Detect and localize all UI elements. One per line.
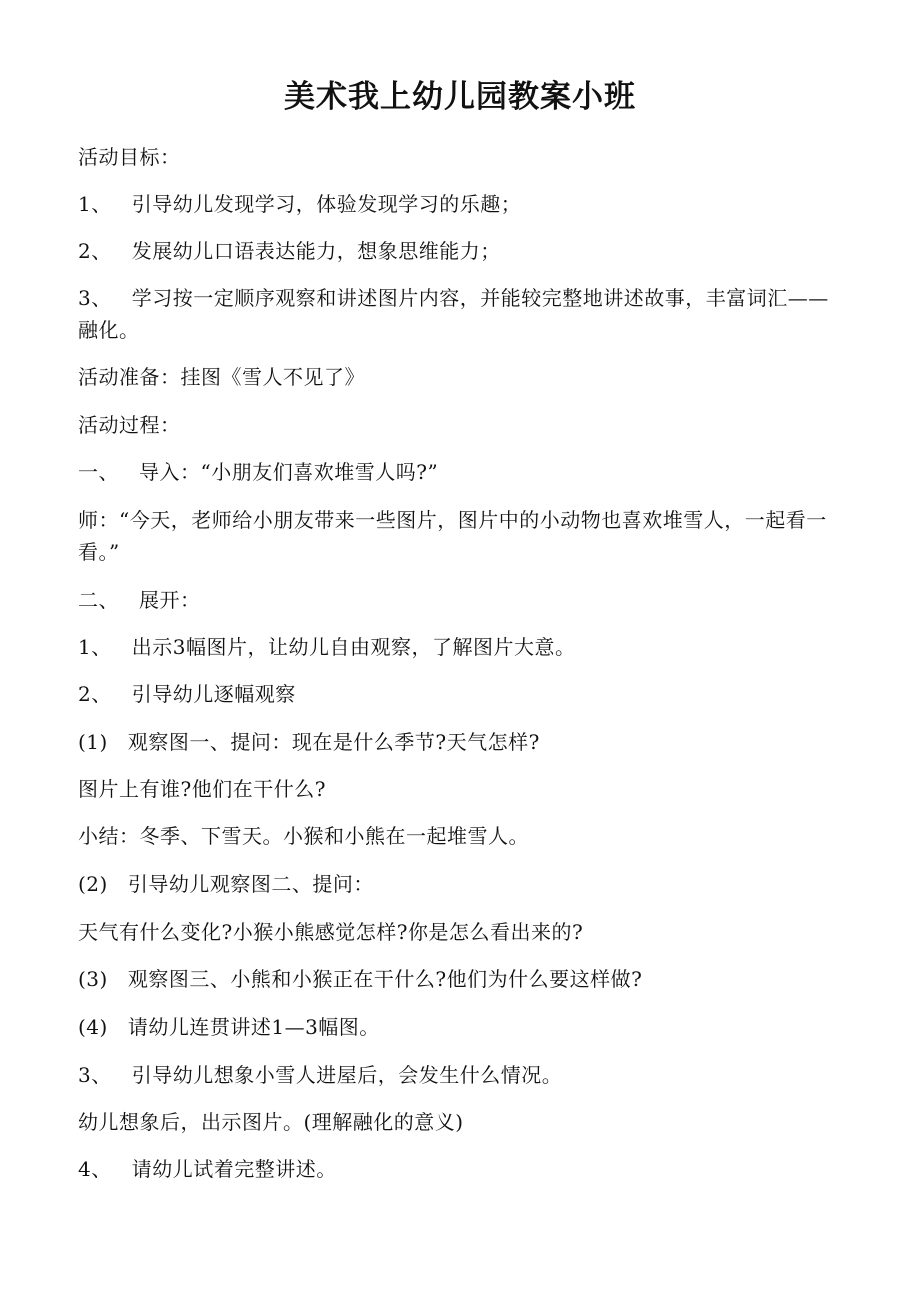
line-text: 观察图一、提问：现在是什么季节?天气怎样? [127, 730, 540, 754]
line-text: 图片上有谁?他们在干什么? [78, 777, 326, 801]
item-number: (2) [78, 872, 108, 896]
line-text: 观察图三、小熊和小猴正在干什么?他们为什么要这样做? [127, 967, 643, 991]
line-text: 引导幼儿发现学习，体验发现学习的乐趣； [131, 192, 522, 216]
sub-item-2 [78, 869, 848, 899]
item-number: (3) [78, 967, 108, 991]
line-text: 师：“今天，老师给小朋友带来一些图片，图片中的小动物也喜欢堆雪人，一起看一看。” [78, 508, 827, 564]
question-line [78, 774, 848, 804]
item-number: 一、 [78, 460, 119, 484]
imagination-line [78, 1107, 848, 1137]
preparation-line [78, 362, 848, 392]
line-text: 活动准备：挂图《雪人不见了》 [78, 365, 365, 389]
sub-item-4 [78, 1012, 848, 1042]
line-text: 发展幼儿口语表达能力，想象思维能力； [131, 239, 501, 263]
teacher-dialogue [78, 504, 848, 568]
line-text: 出示3幅图片，让幼儿自由观察，了解图片大意。 [131, 635, 576, 659]
item-number: (1) [78, 730, 108, 754]
item-number: 2、 [78, 682, 112, 706]
expand-item-1 [78, 632, 848, 662]
line-text: 活动目标： [78, 145, 181, 169]
document-title: 美术我上幼儿园教案小班 [284, 79, 636, 115]
section-heading-process [78, 410, 848, 440]
summary-line [78, 821, 848, 851]
item-number: 3、 [78, 1063, 112, 1087]
item-number: 二、 [78, 588, 119, 612]
expand-item-3 [78, 1060, 848, 1090]
expand-item-4 [78, 1154, 848, 1184]
line-text: 展开： [139, 588, 201, 612]
sub-item-3 [78, 964, 848, 994]
goal-item-2 [78, 236, 848, 266]
line-text: 学习按一定顺序观察和讲述图片内容，并能较完整地讲述故事，丰富词汇——融化。 [78, 286, 829, 342]
section-heading-goals [78, 142, 848, 172]
sub-item-1 [78, 727, 848, 757]
item-number: 1、 [78, 192, 112, 216]
line-text: 导入：“小朋友们喜欢堆雪人吗?” [139, 460, 439, 484]
goal-item-3 [78, 282, 848, 346]
line-text: 请幼儿连贯讲述1—3幅图。 [127, 1015, 380, 1039]
line-text: 天气有什么变化?小猴小熊感觉怎样?你是怎么看出来的? [78, 920, 584, 944]
line-text: 小结：冬季、下雪天。小猴和小熊在一起堆雪人。 [78, 824, 529, 848]
item-number: 4、 [78, 1157, 112, 1181]
item-number: 2、 [78, 239, 112, 263]
line-text: 引导幼儿逐幅观察 [131, 682, 296, 706]
goal-item-1 [78, 189, 848, 219]
line-text: 活动过程： [78, 413, 181, 437]
item-number: 3、 [78, 286, 112, 310]
line-text: 请幼儿试着完整讲述。 [131, 1157, 337, 1181]
item-number: (4) [78, 1015, 108, 1039]
expand-item-2 [78, 679, 848, 709]
process-step-expand [78, 585, 848, 615]
line-text: 引导幼儿观察图二、提问： [127, 872, 374, 896]
item-number: 1、 [78, 635, 112, 659]
process-step-intro [78, 457, 848, 487]
question-line-2 [78, 917, 848, 947]
line-text: 幼儿想象后，出示图片。(理解融化的意义) [78, 1110, 464, 1134]
line-text: 引导幼儿想象小雪人进屋后，会发生什么情况。 [131, 1063, 563, 1087]
